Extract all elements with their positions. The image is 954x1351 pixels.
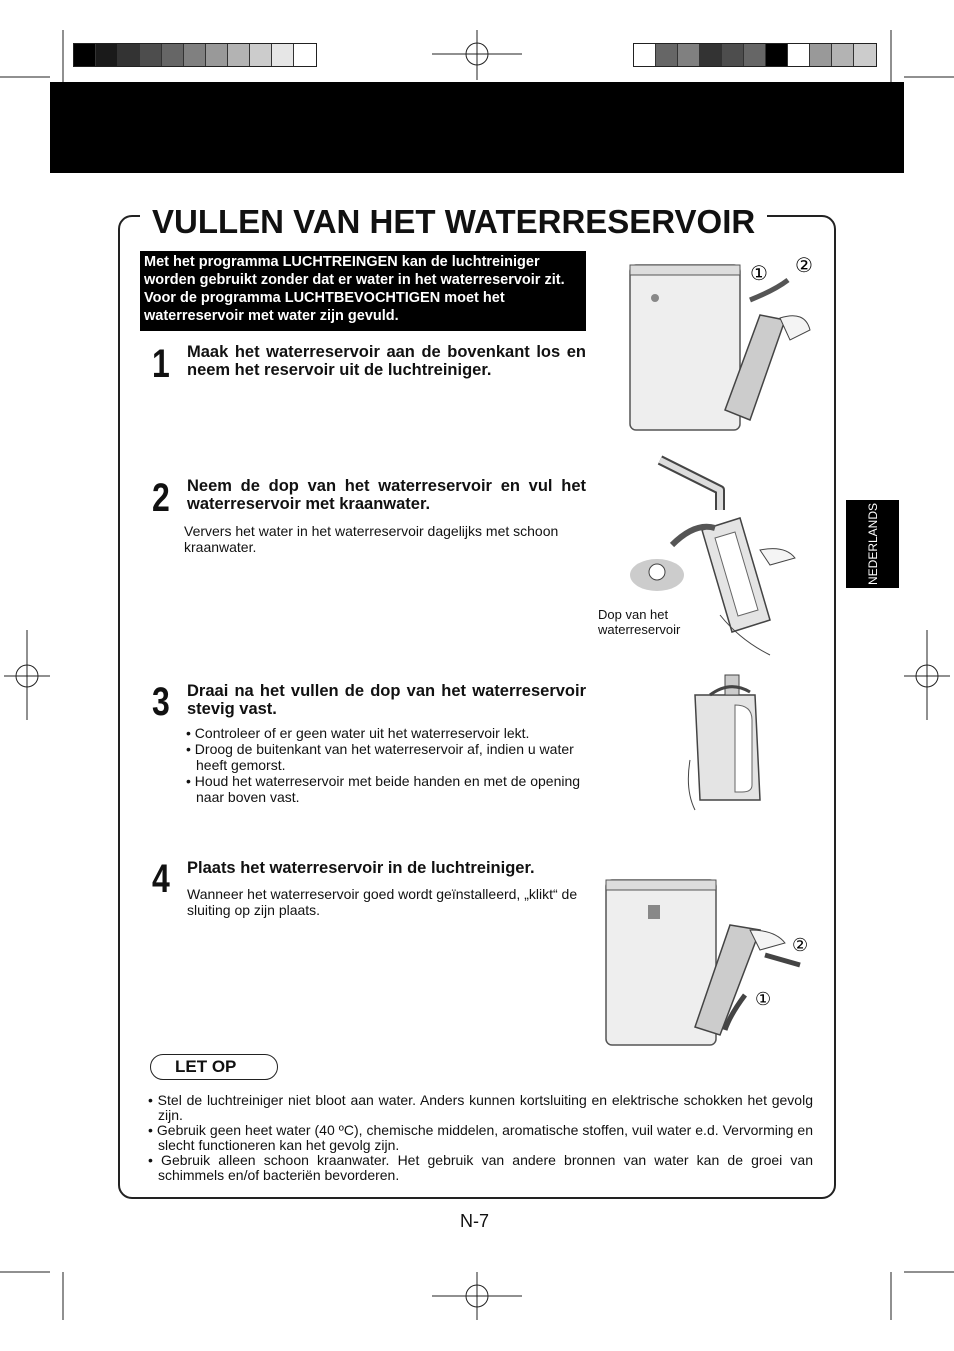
step-1-heading: Maak het waterreservoir aan de bovenkant los en neem het reservoir uit de luchtreiniger. (187, 343, 586, 379)
step-3-number: 3 (152, 680, 170, 724)
color-bar-left (73, 43, 317, 67)
step-4-marker-2: ② (792, 935, 809, 956)
illustration-remove-tank (600, 250, 820, 440)
page-number: N-7 (460, 1211, 490, 1231)
list-item: • Gebruik geen heet water (40 ºC), chemische middelen, aromatische stoffen, vuil water e.d. Vervorming en slecht functioneren kan het gevolg zijn. (148, 1122, 813, 1153)
step-3-bullets (186, 725, 588, 805)
step-2-heading: Neem de dop van het waterreservoir en vul het waterreservoir met kraanwater. (187, 477, 586, 513)
step-1-marker-2: ② (795, 253, 813, 277)
cap-caption: Dop van het waterreservoir (598, 607, 681, 637)
step-2-text: Ververs het water in het waterreservoir dagelijks met schoon kraanwater. (184, 523, 559, 555)
language-tab (846, 500, 899, 588)
step-4-heading: Plaats het waterreservoir in de luchtreiniger. (187, 859, 535, 877)
language-tab-label: NEDERLANDS (865, 502, 880, 586)
illustration-insert-tank (600, 875, 820, 1050)
step-4-text: Wanneer het waterreservoir goed wordt geïnstalleerd, „klikt“ de sluiting op zijn plaats. (187, 886, 578, 918)
list-item: • Controleer of er geen water uit het waterreservoir lekt. (186, 725, 530, 741)
list-item: • Droog de buitenkant van het waterreservoir af, indien u water heeft gemorst. (186, 741, 574, 773)
caution-list (148, 1093, 813, 1183)
list-item: • Gebruik alleen schoon kraanwater. Het gebruik van andere bronnen van water kan de groei van schimmels en/of bacteriën bevorderen. (148, 1152, 813, 1183)
page-title: VULLEN VAN HET WATERRESERVOIR (140, 200, 767, 244)
caution-label: LET OP (150, 1054, 278, 1080)
step-1-number: 1 (152, 342, 170, 386)
list-item: • Houd het waterreservoir met beide handen en met de opening naar boven vast. (186, 773, 581, 805)
step-2-number: 2 (152, 476, 170, 520)
step-1-marker-1: ① (750, 261, 768, 285)
step-3-heading: Draai na het vullen de dop van het waterreservoir stevig vast. (187, 682, 586, 718)
step-4-marker-1: ① (755, 989, 772, 1010)
header-band (50, 82, 904, 173)
intro-note: Met het programma LUCHTREINGEN kan de luchtreiniger worden gebruikt zonder dat er water in het waterreservoir zit. Voor de programma LUCHTBEVOCHTIGEN moet het waterreservoir met water zijn gevuld. (140, 251, 586, 331)
color-bar-right (633, 43, 877, 67)
list-item: • Stel de luchtreiniger niet bloot aan water. Anders kunnen kortsluiting en elektrische schokken het gevolg zijn. (148, 1092, 813, 1123)
illustration-close-cap (680, 660, 800, 815)
step-4-number: 4 (152, 857, 170, 901)
